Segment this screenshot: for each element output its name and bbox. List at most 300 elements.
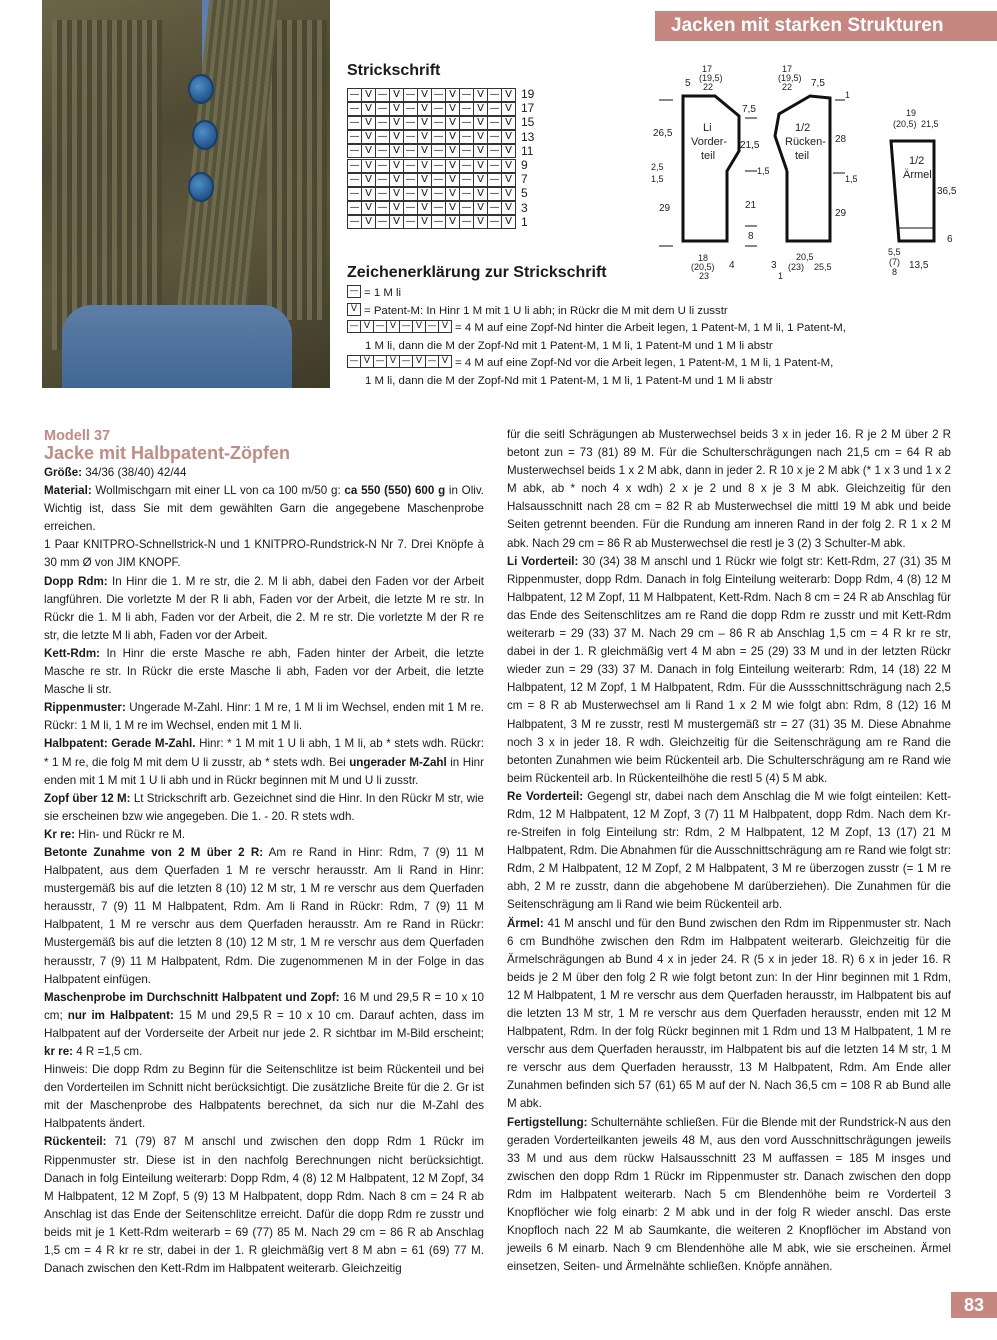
legend-item: [347, 355, 846, 373]
instructions-column-left: [44, 464, 484, 1278]
chart-cell: —: [347, 102, 362, 116]
paragraph: [44, 1061, 484, 1133]
chart-cell: V: [473, 144, 488, 158]
front-armhole: 21,5: [740, 140, 760, 151]
legend-symbol-cell: V: [438, 355, 452, 368]
paragraph-text: 34/36 (38/40) 42/44: [82, 466, 187, 479]
front-h2: 2,5: [651, 162, 664, 172]
back-top-2: (19,5): [778, 73, 802, 83]
chart-cell: V: [473, 116, 488, 130]
photo-jeans: [62, 305, 292, 388]
back-top-1: 17: [782, 64, 793, 74]
chart-row-number: 15: [521, 115, 535, 130]
paragraph: [44, 645, 484, 699]
chart-cell: —: [459, 116, 474, 130]
chart-cell: —: [375, 88, 390, 102]
photo-placket: [175, 0, 280, 330]
chart-row-number: 7: [521, 172, 528, 187]
front-h3: 1,5: [651, 174, 664, 184]
paragraph-heading: Rückenteil:: [44, 1135, 107, 1149]
chart-cell: V: [501, 173, 516, 187]
paragraph-text: Hin- und Rückr re M.: [74, 827, 186, 841]
chart-cell: —: [487, 102, 502, 116]
chart-row: [347, 87, 541, 101]
chart-cell: V: [417, 159, 432, 173]
back-r1: 1: [845, 90, 851, 100]
back-label-3: teil: [795, 150, 810, 162]
chart-row-number: 9: [521, 158, 528, 173]
legend-symbol-cell: V: [412, 355, 426, 368]
paragraph-text: Schulternähte schließen. Für die Blende mit der Rundstrick-N aus den geraden Vorderteilkanten jeweils 48 M, aus den vord Ausschnittschrägungen jeweils 33 M und aus dem rückw Halsausschnitt 23 M auffassen = 185 M insges und zwischen den dopp Rdm 1 Rückr im Rippenmuster str. Danach zwischen den dopp Rdm im Halbpatent weiterarb. Nach 5 cm Blendenhöhe beim re Vorderteil 3 Knopflöcher wie folg einarb: 2 M abk und in der folg R wieder anschl. Das erste Knopfloch nach 22 M ab Saumkante, die weiteren 2 Knopflöcher im Abstand von jeweils 6 M einarb. Nach 9 cm Blendenhöhe alle M abk, wie sie erscheinen. Ärmel einsetzen, Seiten- und Ärmelnähte schließen. Knöpfe annähen.: [507, 1115, 951, 1274]
paragraph: [507, 788, 951, 915]
chart-row: [347, 144, 541, 158]
section-banner: Jacken mit starken Strukturen: [655, 11, 997, 41]
chart-cell: V: [361, 159, 376, 173]
chart-cell: —: [487, 116, 502, 130]
chart-legend: [347, 285, 846, 390]
front-top-3: 22: [703, 82, 714, 92]
chart-cell: —: [375, 116, 390, 130]
paragraph-heading: ca 550 (550) 600 g: [344, 484, 446, 498]
chart-cell: V: [501, 130, 516, 144]
paragraph-heading: Material:: [44, 484, 92, 498]
back-r3: 1,5: [845, 174, 858, 184]
chart-cell: V: [361, 102, 376, 116]
front-label-2: Vorder-: [691, 136, 728, 148]
chart-row: [347, 186, 541, 200]
chart-cell: —: [431, 130, 446, 144]
chart-cell: —: [431, 102, 446, 116]
chart-cell: —: [487, 88, 502, 102]
sleeve-top-3: 21,5: [921, 119, 939, 129]
photo-rib-texture: [52, 20, 162, 350]
chart-cell: —: [431, 187, 446, 201]
paragraph-text: Gegengl str, dabei nach dem Anschlag die M wie folgt einteilen: Kett-Rdm, 12 M Halbpatent, 12 M Zopf, 3 (7) 11 M Halbpatent, dopp Rdm. Nach dem Kr-re-Streifen in folg Einteilung str: Rdm, 2 M Halbpatent, 12 M Zopf, 13 (17) 21 M Halbpatent, Rdm. Die Abnahmen für die Ausschnittschrägung am re Rand wie folgt str: Rdm, 2 M Halbpatent, 12 M Zopf, 2 M Halbpatent, 3 M re überzogen zusstr (= 1 M re abh, 2 M re zusstr, dann die abgehobene M darüberziehen). Die Zunahmen für die Seitenschrägung am li Rand wie beim Rückenteil arb.: [507, 789, 952, 912]
paragraph: [44, 464, 484, 482]
chart-cell: —: [403, 201, 418, 215]
paragraph-text: 71 (79) 87 M anschl und zwischen den dopp Rdm 1 Rückr im Rippenmuster str. Diese ist in den nachfolg Berechnungen nicht berücksichtigt. Danach in folg Einteilung weiterarb: Dopp Rdm, 4 (8) 12 M Halbpatent, 12 M Zopf, 34 M Halbpatent, 12 M Zopf, 5 (9) 13 M Halbpatent, dopp Rdm. Nach 8 cm = 24 R ab Anschlag ist das Ende der Seitenschlitze erreicht. Dafür die dopp Rdm re zusstr und beids mit je 1 Kett-Rdm weiterarb = 69 (77) 85 M. Nach 29 cm = 86 R ab Anschlag 1,5 cm = 4 R kr re str, dabei in der 1. R gleichmäßig vert 8 M abn = 61 (69) 77 M. Danach zwischen den Kett-Rdm im Halbpatent weiterarb. Gleichzeitig: [44, 1135, 484, 1276]
paragraph: [44, 735, 484, 789]
legend-title: Zeichenerklärung zur Strickschrift: [347, 264, 607, 281]
chart-cell: —: [459, 88, 474, 102]
front-label-1: Li: [703, 122, 712, 134]
paragraph-heading: Rippenmuster:: [44, 701, 126, 715]
chart-cell: —: [431, 88, 446, 102]
paragraph-text: 16 M und 29,5 R = 10 x 10 cm;: [44, 990, 484, 1022]
paragraph: [44, 826, 484, 844]
chart-cell: —: [487, 130, 502, 144]
sleeve-bottom: 13,5: [909, 260, 929, 271]
legend-symbol-cell: V: [360, 320, 374, 333]
legend-symbol: [347, 355, 451, 368]
paragraph-heading: Maschenprobe im Durchschnitt Halbpatent und Zopf:: [44, 990, 340, 1004]
chart-cell: —: [487, 159, 502, 173]
chart-cell: —: [347, 88, 362, 102]
chart-cell: V: [417, 102, 432, 116]
chart-cell: V: [361, 187, 376, 201]
chart-cell: V: [389, 88, 404, 102]
chart-cell: V: [389, 116, 404, 130]
legend-text: = Patent-M: In Hinr 1 M mit 1 U li abh; in Rückr die M mit dem U li zusstr: [364, 304, 728, 317]
legend-symbol-cell: V: [386, 355, 400, 368]
back-bottom-1: 20,5: [796, 252, 814, 262]
chart-cell: —: [431, 215, 446, 229]
chart-cell: V: [473, 215, 488, 229]
paragraph: [44, 699, 484, 735]
paragraph-text: 41 M anschl und für den Bund zwischen den Rdm im Rippenmuster str. Nach 6 cm Bundhöhe zwischen den Rdm im Halbpatent weiterarb. Gleichzeitig für die Ärmelschrägungen ab Bund 4 x in jeder 24. R (5 x in jeder 18. R) 6 x in jeder 16. R beids je 2 M über den folg 2 R wie folgt betont zun: In der Hinr beginnen mit 1 Rdm, 12 M Halbpatent, 1 M re verschr aus dem Querfaden herausstr, im Halbpatent bis auf die letzten 13 M str, 1 M re verschr aus dem Querfaden herausstr, enden mit 12 M Halbpatent, Rdm. In der folg Rückr beginnen mit 1 Rdm und 13 M Halbpatent, 1 M re verschr aus dem Querfaden herausstr, im Halbpatent bis auf die letzten 14 M str, 1 M re verschr aus dem Querfaden herausstr, 13 M Halbpatent, Rdm. Am Ende aller Zunahmen befinden sich 57 (61) 65 M auf der N. Nach 36,5 cm = 108 R ab Bund alle M abk.: [507, 916, 951, 1111]
chart-row: [347, 101, 541, 115]
chart-cell: V: [389, 102, 404, 116]
paragraph: [44, 790, 484, 826]
sleeve-height: 36,5: [937, 186, 957, 197]
legend-symbol-cell: —: [373, 320, 387, 333]
chart-cell: V: [417, 173, 432, 187]
back-bottom-left2: 1: [778, 271, 784, 281]
paragraph: [507, 553, 951, 788]
chart-cell: V: [501, 144, 516, 158]
paragraph-heading: Li Vorderteil:: [507, 554, 579, 568]
back-label-2: Rücken-: [785, 136, 826, 148]
photo-rib-texture-right: [267, 20, 327, 320]
chart-cell: V: [473, 201, 488, 215]
legend-symbol-cell: V: [438, 320, 452, 333]
chart-row-number: 1: [521, 214, 528, 229]
paragraph: [44, 482, 484, 536]
chart-cell: —: [431, 144, 446, 158]
paragraph-text: für die seitl Schrägungen ab Musterwechsel beids 3 x in jeder 16. R je 2 M über 2 R betont zun = 73 (81) 89 M. Für die Schulterschrägungen nach 21,5 cm = 64 R ab Musterwechsel beids 1 x 2 M abk, dann in jeder 2. R 10 x je 2 M abk (* 1 x 3 und 1 x 2 M abk, ab * noch 4 x wdh) 2 x je 2 und 8 x je 3 M abk. Gleichzeitig für den Halsausschnitt nach 28 cm = 82 R ab Musterwechsel die mittl 19 M abk und beide Seiten getrennt beenden. Für die Rundung am inneren Rand in der folg 2. R 1 x 2 M abk. Nach 29 cm = 86 R ab Musterwechsel die restl je 3 (2) 3 Schulter-M abk.: [507, 428, 951, 550]
legend-symbol-cell: V: [347, 303, 361, 316]
page-number: 83: [951, 1292, 997, 1318]
front-label-3: teil: [701, 150, 716, 162]
chart-cell: —: [459, 187, 474, 201]
chart-cell: —: [459, 215, 474, 229]
chart-cell: V: [473, 130, 488, 144]
chart-cell: V: [389, 144, 404, 158]
chart-cell: V: [417, 187, 432, 201]
paragraph: [507, 915, 951, 1114]
front-bottom-right: 4: [729, 260, 735, 271]
paragraph: [44, 1133, 484, 1278]
back-r4: 29: [835, 208, 847, 219]
chart-cell: —: [347, 159, 362, 173]
chart-cell: V: [445, 173, 460, 187]
chart-cell: —: [375, 187, 390, 201]
legend-text: = 4 M auf eine Zopf-Nd hinter die Arbeit legen, 1 Patent-M, 1 M li, 1 Patent-M,: [455, 322, 846, 334]
sleeve-bl-3: 8: [892, 267, 898, 277]
paragraph-heading: Kr re:: [44, 827, 75, 841]
chart-cell: —: [375, 130, 390, 144]
chart-cell: V: [389, 173, 404, 187]
paragraph-text: 30 (34) 38 M anschl und 1 Rückr wie folgt str: Kett-Rdm, 27 (31) 35 M Rippenmuster, dopp Rdm. Danach in folg Einteilung weiterarb: Dopp Rdm, 4 (8) 12 M Halbpatent, 12 M Zopf, 11 M Halbpatent, Kett-Rdm. Nach 8 cm = 24 R ab Anschlag für das Ende des Seitenschlitzes am re Rand die dopp Rdm re zusstr und mit Kett-Rdm weiterarb = 29 (33) 37 M. Nach 29 cm – 86 R ab Anschlag 1,5 cm = 4 R kr re str, dabei in der 1. R gleichmäßig vert 4 M abn = 25 (29) 33 M und in der letzten Rückr wieder zun = 29 (33) 37 M. Danach in folg Einteilung weiterarb: Rdm, 14 (18) 22 M Halbpatent, 12 M Zopf, 1 M Halbpatent, Rdm. Für die Aussschnittschrägung nach 2,5 cm = 8 R ab Musterwechsel am li Rand 1 x 2 M wie folgt abn: Rdm, 8 (12) 16 M Halbpatent, 3 M re zusstr, restl M mustergemäß str = 27 (31) 35 M. Diese Abnahme noch 3 x in jeder 18. R wdh. Gleichzeitig für die Seitenschrägung am re Rand die betonten Zunahmen wie beim Rückenteil arb. Die Schulterschrägung am re Rand wie beim Rückenteil arb. In Rückenteilhöhe die restl 5 (4) 5 M abk.: [507, 554, 951, 785]
chart-cell: V: [501, 187, 516, 201]
paragraph: [507, 426, 951, 553]
chart-cell: V: [361, 88, 376, 102]
paragraph-text: In Hinr die erste Masche re abh, Faden hinter der Arbeit, die letzte Masche re str. In Rückr die erste Masche li abh, Faden vor der Arbeit, die letzte Masche li str.: [44, 646, 484, 697]
chart-cell: —: [347, 173, 362, 187]
front-b3: 8: [748, 231, 754, 242]
chart-row-number: 5: [521, 186, 528, 201]
chart-title: Strickschrift: [347, 62, 441, 79]
legend-text: = 1 M li: [364, 287, 402, 299]
instructions-column-right: [507, 426, 951, 1276]
chart-cell: V: [417, 215, 432, 229]
chart-row-number: 13: [521, 129, 535, 144]
chart-cell: —: [403, 187, 418, 201]
chart-cell: —: [403, 144, 418, 158]
chart-cell: V: [473, 102, 488, 116]
chart-cell: —: [347, 116, 362, 130]
front-slope: 7,5: [742, 104, 756, 115]
chart-cell: —: [347, 201, 362, 215]
chart-cell: —: [487, 173, 502, 187]
chart-cell: V: [445, 130, 460, 144]
paragraph: [44, 536, 484, 572]
sleeve-bl-2: (7): [889, 257, 900, 267]
back-bottom-2: (23): [788, 262, 805, 272]
front-bottom-3: 23: [699, 271, 710, 281]
paragraph-text: Hinweis: Die dopp Rdm zu Beginn für die Seitenschlitze ist beim Rückenteil und bei den Vorderteilen im Schnitt nicht berücksichtigt. Die zusätzliche Breite für die 2. Gr ist mit der Maschenprobe des Halbpatents berechnet, da sich nur die M-Zahl des Halbpatents ändert.: [44, 1063, 484, 1131]
back-bottom-left: 3: [771, 260, 777, 271]
chart-cell: V: [501, 215, 516, 229]
paragraph-heading: Kett-Rdm:: [44, 646, 101, 660]
chart-cell: —: [375, 173, 390, 187]
paragraph-text: Hinr: * 1 M mit 1 U li abh, 1 M li, ab * stets wdh. Rückr: * 1 M re, die folg M mit dem U li zusstr, ab * stets wdh. Bei: [44, 737, 484, 769]
chart-cell: V: [361, 173, 376, 187]
chart-cell: —: [403, 173, 418, 187]
paragraph-heading: ungerader M-Zahl: [349, 755, 447, 769]
chart-cell: V: [501, 201, 516, 215]
paragraph-text: Am re Rand in Hinr: Rdm, 7 (9) 11 M Halbpatent, aus dem Querfaden 1 M re verschr herausstr. Am li Rand in Hinr: mustergemäß bis auf die letzten 8 (10) 12 M str, 1 M re verschr aus dem Querfaden herausstr, 7 (9) 11 M Halbpatent, Rdm. Am li Rand in Rückr: Rdm, 7 (9) 11 M Halbpatent, 1 M re verschr aus dem Querfaden herausstr. Am re Rand in Rückr: Mustergemäß bis auf die letzten 8 (10) 12 M str, 1 M re verschr aus dem Querfaden herausstr, 7 (9) 11 M Halbpatent, Rdm. Die zugenommenen M in der Folge in das Halbpatent einfügen.: [44, 845, 484, 986]
paragraph: [44, 844, 484, 989]
chart-cell: —: [403, 88, 418, 102]
back-bottom-3: 25,5: [814, 262, 832, 272]
paragraph-text: Ungerade M-Zahl. Hinr: 1 M re, 1 M li im Wechsel, enden mit 1 M re. Rückr: 1 M li, 1 M re im Wechsel, enden mit 1 M li.: [44, 701, 484, 733]
chart-cell: V: [445, 144, 460, 158]
chart-cell: —: [459, 130, 474, 144]
paragraph-heading: Größe:: [44, 466, 83, 479]
legend-symbol-cell: —: [425, 320, 439, 333]
chart-cell: V: [445, 201, 460, 215]
sleeve-label-1: 1/2: [909, 155, 925, 167]
chart-cell: V: [501, 102, 516, 116]
legend-symbol: [347, 303, 360, 316]
chart-cell: —: [487, 215, 502, 229]
paragraph-text: 15 M und 29,5 R = 10 x 10 cm. Darauf achten, dass im Halbpatent auf der Vorderseite der Arbeit nur jede 2. R sichtbar im M-Bild erscheint;: [44, 1008, 484, 1040]
chart-cell: V: [501, 116, 516, 130]
paragraph-heading: Ärmel:: [507, 916, 544, 930]
chart-cell: —: [347, 215, 362, 229]
paragraph-heading: nur im Halbpatent:: [67, 1008, 174, 1022]
model-number: Modell 37: [44, 428, 111, 444]
front-h4: 29: [659, 203, 671, 214]
chart-cell: V: [501, 159, 516, 173]
photo-button: [188, 74, 214, 104]
chart-cell: —: [431, 173, 446, 187]
chart-cell: V: [445, 88, 460, 102]
paragraph-heading: Betonte Zunahme von 2 M über 2 R:: [44, 845, 264, 859]
paragraph-heading: Zopf über 12 M:: [44, 791, 131, 805]
paragraph-text: in Oliv. Wichtig ist, dass Sie mit dem gewählten Garn die angegebene Maschenprobe erreichen.: [44, 484, 485, 534]
chart-cell: V: [445, 159, 460, 173]
legend-text-continued: 1 M li, dann die M der Zopf-Nd mit 1 Patent-M, 1 M li, 1 Patent-M und 1 M li abstr: [365, 339, 773, 352]
front-left-margin: 5: [685, 78, 691, 89]
chart-cell: V: [361, 144, 376, 158]
chart-row-number: 11: [521, 143, 534, 158]
legend-item: [347, 320, 846, 338]
photo-button: [188, 172, 214, 202]
chart-cell: —: [375, 215, 390, 229]
chart-cell: V: [361, 215, 376, 229]
chart-cell: —: [459, 159, 474, 173]
back-r2: 28: [835, 134, 847, 145]
chart-cell: V: [417, 88, 432, 102]
chart-cell: V: [389, 215, 404, 229]
chart-cell: —: [403, 130, 418, 144]
chart-cell: —: [403, 159, 418, 173]
chart-row: [347, 172, 541, 186]
chart-row: [347, 115, 541, 129]
sleeve-bl-1: 5,5: [888, 247, 901, 257]
front-piece: [651, 64, 770, 281]
paragraph-text: in Hinr enden mit 1 M mit 1 U li abh und in Rückr beginnen mit M und U li zusstr.: [44, 755, 484, 787]
chart-cell: —: [431, 116, 446, 130]
sleeve-top-1: 19: [906, 108, 917, 118]
chart-cell: —: [403, 116, 418, 130]
chart-cell: V: [361, 130, 376, 144]
cardigan-photo: [42, 0, 330, 388]
legend-symbol-cell: V: [360, 355, 374, 368]
chart-cell: —: [375, 159, 390, 173]
chart-cell: V: [445, 116, 460, 130]
legend-symbol-cell: —: [347, 355, 361, 368]
chart-cell: V: [473, 187, 488, 201]
model-title: Jacke mit Halbpatent-Zöpfen: [44, 443, 291, 463]
front-top-1: 17: [702, 64, 713, 74]
chart-cell: —: [431, 201, 446, 215]
photo-button: [192, 120, 218, 150]
legend-symbol-cell: V: [386, 320, 400, 333]
paragraph-text: 1 Paar KNITPRO-Schnellstrick-N und 1 KNITPRO-Rundstrick-N Nr 7. Drei Knöpfe à 30 mm Ø von JIM KNOPF.: [44, 538, 484, 570]
paragraph-text: 4 R =1,5 cm.: [73, 1045, 143, 1058]
chart-cell: V: [445, 215, 460, 229]
legend-symbol: [347, 285, 360, 298]
chart-cell: V: [417, 144, 432, 158]
sleeve-piece: [888, 108, 957, 277]
knitting-chart: [347, 87, 541, 229]
chart-row: [347, 130, 541, 144]
paragraph: [507, 1114, 951, 1277]
pattern-schema: [645, 56, 965, 286]
chart-cell: —: [459, 201, 474, 215]
chart-cell: V: [501, 88, 516, 102]
legend-symbol-cell: V: [412, 320, 426, 333]
legend-text-continued: 1 M li, dann die M der Zopf-Nd mit 1 Patent-M, 1 M li, 1 Patent-M und 1 M li abstr: [365, 374, 773, 387]
paragraph: [44, 573, 484, 645]
chart-cell: —: [347, 187, 362, 201]
chart-cell: V: [445, 102, 460, 116]
chart-cell: —: [487, 187, 502, 201]
sleeve-top-2: (20,5): [893, 119, 917, 129]
chart-cell: —: [347, 130, 362, 144]
chart-row: [347, 158, 541, 172]
front-h1: 26,5: [653, 128, 673, 139]
chart-cell: —: [347, 144, 362, 158]
sleeve-label-2: Ärmel: [903, 169, 932, 181]
chart-row-number: 3: [521, 200, 528, 215]
chart-cell: V: [473, 88, 488, 102]
back-top-3: 22: [782, 82, 793, 92]
paragraph-heading: Re Vorderteil:: [507, 789, 584, 803]
legend-symbol-cell: —: [347, 285, 361, 298]
legend-item: [347, 303, 846, 321]
chart-cell: —: [459, 102, 474, 116]
paragraph-heading: Fertigstellung:: [507, 1115, 588, 1129]
legend-symbol: [347, 320, 451, 333]
legend-symbol-cell: —: [347, 320, 361, 333]
chart-cell: —: [431, 159, 446, 173]
chart-row-number: 19: [521, 87, 535, 102]
back-label-1: 1/2: [795, 122, 811, 134]
chart-cell: —: [459, 173, 474, 187]
chart-cell: V: [473, 173, 488, 187]
chart-row: [347, 201, 541, 215]
chart-cell: V: [389, 201, 404, 215]
chart-cell: —: [375, 144, 390, 158]
chart-cell: —: [487, 144, 502, 158]
chart-cell: —: [459, 144, 474, 158]
paragraph-text: Lt Strickschrift arb. Gezeichnet sind die Hinr. In den Rückr M str, wie sie erscheinen bzw wie angegeben. Die 1. - 20. R stets wdh.: [44, 791, 484, 823]
legend-symbol-cell: —: [425, 355, 439, 368]
paragraph-text: Wollmischgarn mit einer LL von ca 100 m/50 g:: [91, 484, 345, 498]
paragraph: [44, 989, 484, 1061]
chart-cell: —: [403, 215, 418, 229]
front-top-2: (19,5): [699, 73, 723, 83]
back-piece: [771, 64, 858, 281]
chart-cell: V: [389, 187, 404, 201]
paragraph-heading: kr re:: [44, 1045, 74, 1058]
chart-cell: V: [417, 130, 432, 144]
legend-text: = 4 M auf eine Zopf-Nd vor die Arbeit legen, 1 Patent-M, 1 M li, 1 Patent-M,: [455, 357, 834, 369]
paragraph-text: In Hinr die 1. M re str, die 2. M li abh, dabei den Faden vor der Arbeit langführen. Die vorletzte M der R li abh, Faden vor der Arbeit, die letzte M re str. In Rückr die 1. M li abh, Faden vor der Arbeit, die 2. M re str. Die vorletzte M der R re str, die letzte M li abh, Faden vor der Arbeit.: [44, 574, 484, 642]
paragraph-heading: Halbpatent: Gerade M-Zahl.: [44, 737, 196, 751]
chart-cell: —: [403, 102, 418, 116]
chart-cell: —: [487, 201, 502, 215]
sleeve-cuff: 6: [947, 234, 953, 245]
chart-cell: V: [417, 201, 432, 215]
chart-cell: —: [375, 102, 390, 116]
chart-cell: —: [375, 201, 390, 215]
chart-cell: V: [473, 159, 488, 173]
chart-cell: V: [389, 130, 404, 144]
front-b2: 21: [745, 200, 757, 211]
chart-row: [347, 215, 541, 229]
chart-cell: V: [389, 159, 404, 173]
paragraph-heading: Dopp Rdm:: [44, 574, 108, 588]
chart-cell: V: [445, 187, 460, 201]
legend-symbol-cell: —: [399, 355, 413, 368]
front-bottom-2: (20,5): [691, 262, 715, 272]
chart-row-number: 17: [521, 101, 535, 116]
chart-cell: V: [361, 201, 376, 215]
front-bottom-1: 18: [698, 253, 709, 263]
front-b1: 1,5: [757, 166, 770, 176]
legend-item: [347, 285, 846, 303]
chart-cell: V: [417, 116, 432, 130]
back-top-right: 7,5: [811, 78, 825, 89]
chart-cell: V: [361, 116, 376, 130]
legend-symbol-cell: —: [399, 320, 413, 333]
legend-symbol-cell: —: [373, 355, 387, 368]
